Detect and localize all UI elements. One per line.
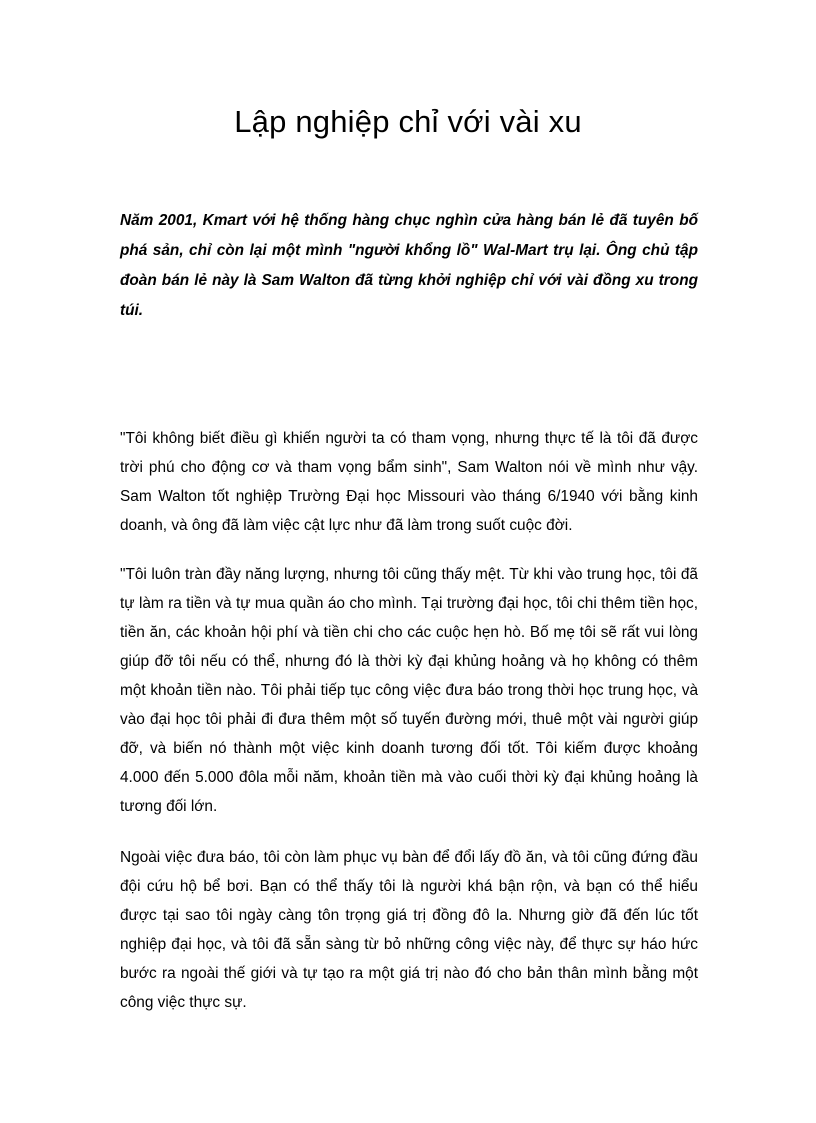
document-title: Lập nghiệp chỉ với vài xu <box>234 104 582 139</box>
body-paragraph-1: "Tôi không biết điều gì khiến người ta có tham vọng, nhưng thực tế là tôi đã được trời phú cho động cơ và tham vọng bẩm sinh", Sam Walton nói về mình như vậy. Sam Walton tốt nghiệp Trường Đại học Missouri vào tháng 6/1940 với bằng kinh doanh, và ông đã làm việc cật lực như đã làm trong suốt cuộc đời. <box>120 430 698 534</box>
body-paragraph-3: Ngoài việc đưa báo, tôi còn làm phục vụ bàn để đổi lấy đồ ăn, và tôi cũng đứng đầu đội cứu hộ bể bơi. Bạn có thể thấy tôi là người khá bận rộn, và bạn có thể hiểu được tại sao tôi ngày càng tôn trọng giá trị đồng đô la. Nhưng giờ đã đến lúc tốt nghiệp đại học, và tôi đã sẵn sàng từ bỏ những công việc này, để thực sự háo hức bước ra ngoài thế giới và tự tạo ra một giá trị nào đó cho bản thân mình bằng một công việc thực sự. <box>120 849 698 1011</box>
lead-paragraph: Năm 2001, Kmart với hệ thống hàng chục nghìn cửa hàng bán lẻ đã tuyên bố phá sản, chỉ còn lại một mình "người khổng lồ" Wal-Mart trụ lại. Ông chủ tập đoàn bán lẻ này là Sam Walton đã từng khởi nghiệp chỉ với vài đồng xu trong túi. <box>120 212 698 319</box>
body-paragraph-2: "Tôi luôn tràn đầy năng lượng, nhưng tôi cũng thấy mệt. Từ khi vào trung học, tôi đã tự làm ra tiền và tự mua quần áo cho mình. Tại trường đại học, tôi chi thêm tiền học, tiền ăn, các khoản hội phí và tiền chi cho các cuộc hẹn hò. Bố mẹ tôi sẽ rất vui lòng giúp đỡ tôi nếu có thể, nhưng đó là thời kỳ đại khủng hoảng và họ không có thêm một khoản tiền nào. Tôi phải tiếp tục công việc đưa báo trong thời học trung học, và vào đại học tôi phải đi đưa thêm một số tuyến đường mới, thuê một vài người giúp đỡ, và biến nó thành một việc kinh doanh tương đối tốt. Tôi kiếm được khoảng 4.000 đến 5.000 đôla mỗi năm, khoản tiền mà vào cuối thời kỳ đại khủng hoảng là tương đối lớn. <box>120 566 698 815</box>
